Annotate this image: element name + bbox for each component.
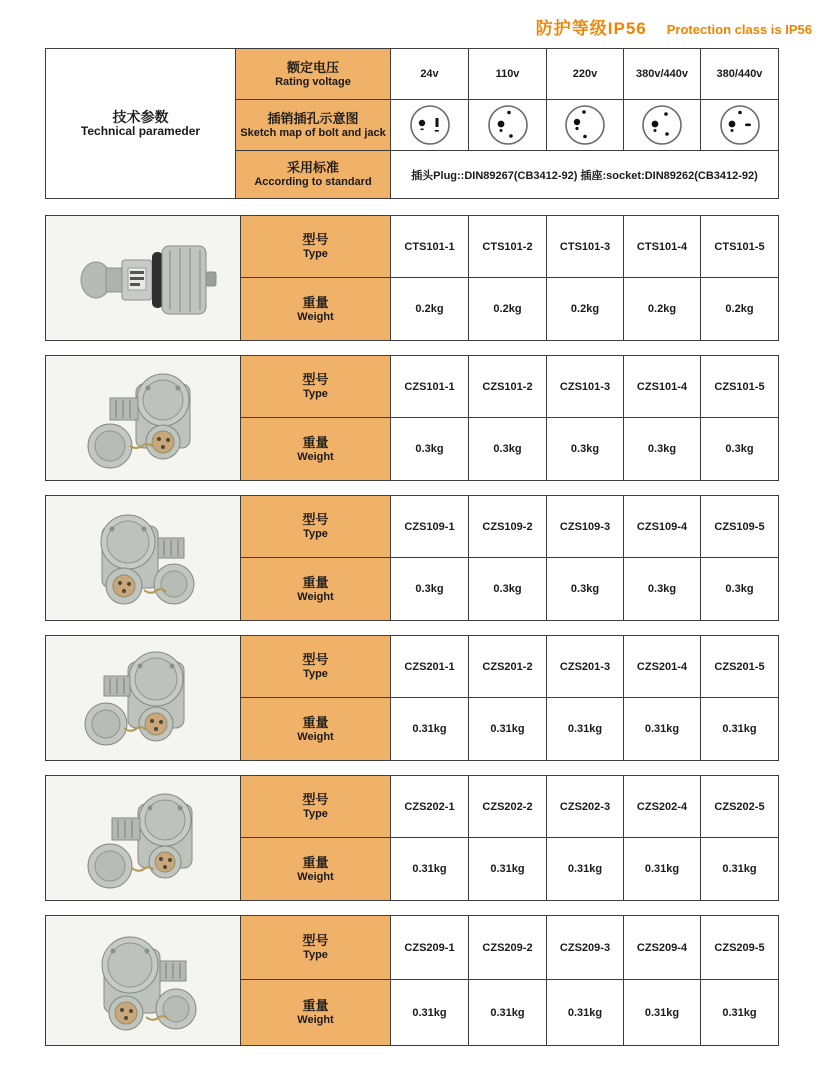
type-cell: CTS101-1 xyxy=(391,216,469,278)
plug-face-3pin-icon xyxy=(639,102,685,148)
weight-cell: 0.2kg xyxy=(469,278,547,341)
weight-label-cn: 重量 xyxy=(302,854,329,870)
type-cell: CZS101-3 xyxy=(547,356,624,418)
type-cell: CZS109-3 xyxy=(547,496,624,558)
socket-box-photo xyxy=(58,925,228,1037)
weight-cell: 0.31kg xyxy=(701,838,779,901)
voltage-cell: 220v xyxy=(547,49,624,100)
plug-photo xyxy=(58,224,228,332)
product-table-czs201 xyxy=(45,635,779,761)
type-label-en: Type xyxy=(303,668,328,680)
weight-cell: 0.3kg xyxy=(547,418,624,481)
type-cell: CZS202-2 xyxy=(469,776,547,838)
weight-cell: 0.2kg xyxy=(547,278,624,341)
page-header xyxy=(536,14,812,39)
type-label-cn: 型号 xyxy=(302,512,329,527)
type-cell: CTS101-4 xyxy=(624,216,701,278)
weight-cell: 0.31kg xyxy=(391,980,469,1046)
type-cell: CZS109-5 xyxy=(701,496,779,558)
sketch-cell xyxy=(391,100,469,151)
according-standard-label-cn: 采用标准 xyxy=(286,160,339,175)
product-table-czs101 xyxy=(45,355,779,481)
product-photo-cell xyxy=(46,636,241,761)
type-cell: CZS101-5 xyxy=(701,356,779,418)
weight-label-cn: 重量 xyxy=(302,294,329,310)
weight-cell: 0.31kg xyxy=(469,698,547,761)
plug-face-2pin-icon xyxy=(407,102,453,148)
weight-label-cn: 重量 xyxy=(302,714,329,730)
weight-label-en: Weight xyxy=(297,1014,334,1026)
voltage-cell: 380/440v xyxy=(701,49,779,100)
weight-cell: 0.3kg xyxy=(701,418,779,481)
weight-cell: 0.3kg xyxy=(624,558,701,621)
rating-voltage-label-cn: 额定电压 xyxy=(286,59,339,75)
weight-cell: 0.2kg xyxy=(701,278,779,341)
weight-row-header xyxy=(241,698,391,761)
plug-face-3pin-icon xyxy=(485,102,531,148)
weight-label-cn: 重量 xyxy=(302,574,329,590)
voltage-cell: 380v/440v xyxy=(624,49,701,100)
type-label-en: Type xyxy=(303,388,328,400)
weight-label-en: Weight xyxy=(297,310,334,323)
product-photo-cell xyxy=(46,216,241,341)
weight-cell: 0.3kg xyxy=(624,418,701,481)
type-label-en: Type xyxy=(303,949,328,961)
product-photo-cell xyxy=(46,776,241,901)
type-row-header xyxy=(241,776,391,838)
type-row-header xyxy=(241,356,391,418)
weight-cell: 0.31kg xyxy=(547,980,624,1046)
weight-cell: 0.3kg xyxy=(391,558,469,621)
weight-cell: 0.3kg xyxy=(701,558,779,621)
weight-label-en: Weight xyxy=(297,870,334,883)
type-cell: CZS209-1 xyxy=(391,916,469,980)
product-table-cts101 xyxy=(45,215,779,341)
type-label-cn: 型号 xyxy=(302,933,329,948)
spec-table xyxy=(45,48,779,199)
weight-cell: 0.31kg xyxy=(701,980,779,1046)
sketch-cell xyxy=(701,100,779,151)
type-cell: CZS202-4 xyxy=(624,776,701,838)
weight-cell: 0.2kg xyxy=(624,278,701,341)
socket-box-photo xyxy=(58,784,228,892)
type-cell: CZS109-2 xyxy=(469,496,547,558)
weight-label-en: Weight xyxy=(297,730,334,743)
weight-row-header xyxy=(241,558,391,621)
sketch-map-header xyxy=(236,100,391,151)
type-cell: CZS201-5 xyxy=(701,636,779,698)
voltage-cell: 110v xyxy=(469,49,547,100)
type-cell: CZS209-2 xyxy=(469,916,547,980)
weight-cell: 0.3kg xyxy=(469,418,547,481)
weight-row-header xyxy=(241,838,391,901)
weight-cell: 0.2kg xyxy=(391,278,469,341)
type-label-en: Type xyxy=(303,528,328,540)
product-photo-cell xyxy=(46,356,241,481)
type-cell: CZS101-4 xyxy=(624,356,701,418)
weight-cell: 0.31kg xyxy=(547,838,624,901)
type-cell: CZS201-4 xyxy=(624,636,701,698)
technical-parameter-cell xyxy=(46,49,236,199)
socket-box-photo xyxy=(58,364,228,472)
plug-face-3pin-dash-icon xyxy=(717,102,763,148)
type-row-header xyxy=(241,496,391,558)
type-row-header xyxy=(241,916,391,980)
type-cell: CZS202-3 xyxy=(547,776,624,838)
sketch-cell xyxy=(547,100,624,151)
type-cell: CZS202-5 xyxy=(701,776,779,838)
weight-row-header xyxy=(241,418,391,481)
type-label-cn: 型号 xyxy=(302,792,329,807)
type-cell: CZS109-4 xyxy=(624,496,701,558)
protection-class-title-cn: 防护等级IP56 xyxy=(535,19,647,38)
type-cell: CZS101-2 xyxy=(469,356,547,418)
product-table-czs202 xyxy=(45,775,779,901)
weight-cell: 0.3kg xyxy=(391,418,469,481)
type-cell: CTS101-2 xyxy=(469,216,547,278)
weight-cell: 0.31kg xyxy=(624,980,701,1046)
weight-label-cn: 重量 xyxy=(302,434,329,450)
type-label-cn: 型号 xyxy=(302,652,329,667)
rating-voltage-label-en: Rating voltage xyxy=(275,75,351,88)
type-cell: CZS201-2 xyxy=(469,636,547,698)
weight-cell: 0.31kg xyxy=(624,698,701,761)
according-standard-header xyxy=(236,151,391,199)
protection-class-title-en: Protection class is IP56 xyxy=(666,22,812,37)
weight-cell: 0.3kg xyxy=(547,558,624,621)
sketch-map-label-cn: 插销插孔示意图 xyxy=(267,110,359,126)
weight-row-header xyxy=(241,980,391,1046)
type-cell: CZS201-3 xyxy=(547,636,624,698)
weight-row-header xyxy=(241,278,391,341)
technical-parameter-label-en: Technical parameder xyxy=(80,124,201,138)
type-label-cn: 型号 xyxy=(302,372,329,387)
type-cell: CTS101-3 xyxy=(547,216,624,278)
type-row-header xyxy=(241,216,391,278)
weight-cell: 0.31kg xyxy=(469,838,547,901)
sketch-cell xyxy=(624,100,701,151)
technical-parameter-label-cn: 技术参数 xyxy=(112,109,169,125)
product-photo-cell xyxy=(46,916,241,1046)
socket-box-photo xyxy=(58,644,228,752)
type-cell: CTS101-5 xyxy=(701,216,779,278)
weight-cell: 0.3kg xyxy=(469,558,547,621)
type-row-header xyxy=(241,636,391,698)
weight-label-en: Weight xyxy=(297,450,334,463)
weight-cell: 0.31kg xyxy=(469,980,547,1046)
weight-cell: 0.31kg xyxy=(547,698,624,761)
weight-cell: 0.31kg xyxy=(624,838,701,901)
weight-cell: 0.31kg xyxy=(391,838,469,901)
type-cell: CZS209-4 xyxy=(624,916,701,980)
product-photo-cell xyxy=(46,496,241,621)
type-label-en: Type xyxy=(303,248,328,260)
weight-label-cn: 重量 xyxy=(302,998,329,1013)
type-label-cn: 型号 xyxy=(302,232,329,247)
type-cell: CZS209-5 xyxy=(701,916,779,980)
type-cell: CZS101-1 xyxy=(391,356,469,418)
socket-box-photo xyxy=(58,504,228,612)
product-table-czs109 xyxy=(45,495,779,621)
type-cell: CZS201-1 xyxy=(391,636,469,698)
voltage-cell: 24v xyxy=(391,49,469,100)
according-standard-label-en: According to standard xyxy=(254,176,372,188)
rating-voltage-header xyxy=(236,49,391,100)
plug-face-3pin-icon xyxy=(562,102,608,148)
sketch-cell xyxy=(469,100,547,151)
type-cell: CZS209-3 xyxy=(547,916,624,980)
standard-text-cell: 插头Plug::DIN89267(CB3412-92) 插座:socket:DIN89262(CB3412-92) xyxy=(391,151,779,199)
weight-label-en: Weight xyxy=(297,590,334,603)
type-label-en: Type xyxy=(303,808,328,820)
weight-cell: 0.31kg xyxy=(701,698,779,761)
type-cell: CZS109-1 xyxy=(391,496,469,558)
weight-cell: 0.31kg xyxy=(391,698,469,761)
product-table-czs209 xyxy=(45,915,779,1046)
type-cell: CZS202-1 xyxy=(391,776,469,838)
sketch-map-label-en: Sketch map of bolt and jack xyxy=(240,126,386,139)
